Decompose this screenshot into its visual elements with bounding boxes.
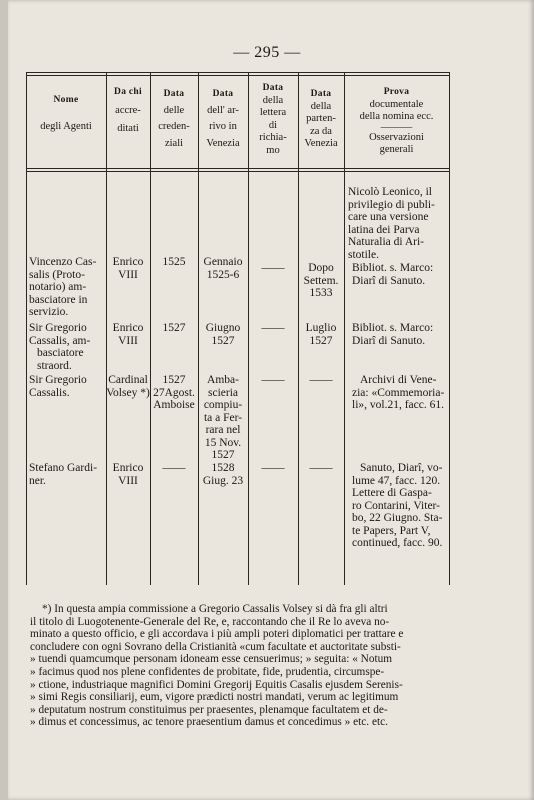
table-cell [298, 322, 344, 347]
cell-line: VIII [118, 268, 138, 281]
header-line: lettera [259, 107, 287, 118]
table-cell [106, 256, 150, 281]
cell-line: Dopo [308, 262, 334, 274]
cell-line: Enrico [112, 462, 144, 474]
cell-line: straord. [37, 359, 72, 372]
header-line: richia- [259, 132, 287, 143]
header-line: Prova [383, 87, 410, 97]
header-line: Data [262, 83, 284, 93]
table-cell: —— [261, 262, 285, 274]
table-cell [298, 262, 344, 300]
header-line: documentale [369, 98, 424, 110]
table-cell [150, 374, 198, 412]
header-line: Nome [53, 95, 79, 105]
header-agents [26, 94, 106, 133]
cell-line: Cassalis. [29, 386, 70, 399]
cell-line: Amboise [153, 399, 195, 411]
header-arrival-date [198, 88, 248, 150]
table-cell [106, 374, 150, 399]
cell-line: 1527 [211, 449, 235, 461]
footnote-line: minato a questo officio, e gli accordava i più ampli poteri diplomatici per trattare e [30, 628, 404, 641]
table-row [29, 462, 105, 487]
table-top-rule-inner [26, 75, 450, 76]
header-bottom-rule-inner [26, 171, 450, 172]
footnote-line: » simi Regis consiliarij, eum, vigore prædicti nostri mandati, verum ac legitimum [30, 691, 399, 704]
header-line: degli Agenti [40, 120, 92, 132]
header-evidence [344, 86, 449, 157]
header-line: di [268, 119, 278, 131]
header-line: generali [379, 144, 414, 155]
footnote [30, 603, 444, 729]
header-line: Da chi [114, 87, 142, 97]
cell-line: Luglio [305, 322, 337, 334]
footnote-line: » dimus et concessimus, ac tenore praesentium damus et concedimus » etc. etc. [30, 716, 388, 729]
header-line: creden- [158, 121, 190, 132]
cell-line: zia: «Commemoria- [352, 386, 445, 399]
cell-line: te Papers, Part V, [352, 524, 431, 537]
header-line: dell' ar- [207, 104, 239, 116]
header-line: Data [212, 89, 234, 99]
column-divider [26, 72, 27, 585]
table-cell [298, 374, 344, 387]
cell-line: notario) am- [29, 281, 87, 293]
header-line: parten- [306, 113, 336, 124]
header-line: della [262, 94, 284, 106]
footnote-line: » tuendi quamcumque personam idoneam esse censuerimus; » seguita: « Notum [30, 653, 393, 666]
cell-line: Cardinal [108, 374, 148, 386]
cell-line: scieria [207, 386, 238, 399]
cell-line: Cassalis, am- [29, 334, 91, 347]
cell-line: Amba- [207, 374, 239, 386]
table-cell [298, 462, 344, 475]
cell-line: 1528 [211, 462, 235, 474]
table-cell [106, 322, 150, 347]
cell-line: rara nel [205, 424, 241, 436]
table-row [29, 322, 105, 372]
cell-line: Settem. [303, 274, 339, 287]
cell-line: Diarî di Sanuto. [352, 334, 426, 347]
header-line: ditati [117, 123, 139, 134]
header-line: Venezia [304, 138, 338, 149]
header-line: accre- [115, 104, 141, 116]
table-cell: —— [261, 374, 285, 386]
cell-line: Bibliot. s. Marco: [352, 262, 434, 274]
cell-line: —— [309, 462, 333, 474]
cell-line: —— [162, 462, 186, 474]
cell-line: basciatore [37, 347, 84, 359]
cell-line: Enrico [112, 256, 144, 268]
cell-line: Gennaio [203, 256, 243, 268]
cell-line: ner. [29, 474, 46, 487]
cell-line: compiu- [203, 399, 243, 411]
header-line: Data [163, 89, 185, 99]
footnote-line: il titolo di Luogotenente-Generale del Re, e, raccontando che il Re lo aveva no- [30, 615, 390, 628]
agents-table [26, 72, 450, 585]
header-bottom-rule [26, 168, 450, 169]
header-credentials-date [150, 88, 198, 150]
column-divider [449, 72, 450, 585]
footnote-line: » ctione, industriaque magnifici Domini Gregorij Equitis Casalis ejusdem Serenis- [30, 678, 403, 691]
cell-line: Diarî di Sanuto. [352, 274, 426, 287]
cell-line: stotile. [348, 248, 379, 261]
cell-line: Stefano Gardi- [29, 462, 98, 474]
header-line: Osservazioni [369, 131, 424, 143]
table-cell [106, 462, 150, 487]
cell-line: 1527 [309, 334, 333, 347]
table-cell [352, 262, 448, 287]
cell-line: 27Agost. [153, 386, 195, 399]
cell-line: li», vol.21, facc. 61. [352, 399, 444, 411]
table-cell: —— [261, 462, 285, 474]
header-line: Data [310, 89, 332, 99]
cell-line: Enrico [112, 322, 144, 334]
header-line: ziali [164, 137, 184, 149]
cell-line: Giug. 23 [202, 474, 244, 487]
page-number: — 295 — [233, 44, 301, 61]
cell-line: 1533 [309, 287, 333, 299]
cell-line: Nicolò Leonico, il [348, 186, 432, 198]
table-cell [198, 322, 248, 347]
cell-line: basciatore in [29, 293, 88, 306]
cell-line: 1525-6 [206, 268, 240, 281]
table-top-rule [26, 72, 450, 73]
cell-line: Sanuto, Diarî, vo- [360, 462, 443, 474]
cell-line: care una versione [348, 211, 429, 223]
cell-line: servizio. [29, 306, 69, 318]
cell-line: 1527 [211, 334, 235, 347]
header-departure-date [298, 88, 344, 151]
cell-line: VIII [118, 334, 138, 347]
cell-line: Archivi di Vene- [360, 374, 437, 386]
cell-line: Lettere di Gaspa- [352, 487, 432, 499]
cell-line: lume 47, facc. 120. [352, 474, 441, 487]
cell-line: Sir Gregorio [29, 322, 87, 334]
table-cell [150, 256, 198, 269]
cell-line: —— [309, 374, 333, 386]
cell-line: salis (Proto- [29, 268, 85, 281]
table-cell [352, 462, 448, 550]
header-line: mo [266, 144, 280, 156]
header-line: ——— [380, 121, 413, 133]
cell-line: Volsey *) [106, 386, 150, 399]
cell-line: 1527 [162, 374, 186, 386]
table-cell [352, 322, 448, 347]
cell-line: 1527 [162, 322, 186, 334]
cell-line: 1525 [162, 256, 186, 268]
table-cell: —— [261, 322, 285, 334]
table-cell [150, 322, 198, 335]
table-cell [198, 374, 248, 462]
cell-line: 15 Nov. [204, 436, 242, 449]
cell-line: Bibliot. s. Marco: [352, 322, 434, 334]
footnote-line: » deputatum nostrum constituimus per praesentes, plenamque facultatem et de- [30, 703, 388, 716]
cell-line: bo, 22 Giugno. Sta- [352, 512, 443, 524]
cell-line: Vincenzo Cas- [29, 256, 97, 268]
cell-line: privilegio di publi- [348, 198, 435, 211]
header-recall-date [248, 82, 298, 157]
table-cell [198, 256, 248, 281]
cell-line: Giugno [205, 322, 241, 334]
header-line: della [310, 100, 332, 112]
header-accredited-by [106, 86, 150, 136]
footnote-line: concludere con ogni Sovrano della Cristianità «cum facultate et auctoritate substi- [30, 640, 401, 653]
table-row [29, 374, 105, 399]
header-line: delle [163, 104, 185, 116]
table-cell [198, 462, 248, 487]
cell-line: Sir Gregorio [29, 374, 87, 386]
header-line: della nomina ecc. [359, 111, 434, 122]
header-line: za da [310, 125, 332, 137]
cell-line: VIII [118, 474, 138, 487]
cell-line: ta a Fer- [203, 411, 243, 424]
table-row [29, 256, 105, 319]
table-row [348, 186, 446, 261]
header-line: rivo in [209, 121, 237, 132]
footnote-line: » facimus quod nos plene confidentes de probitate, fide, prudentia, circumspe- [30, 665, 385, 678]
table-cell [150, 462, 198, 475]
table-cell [352, 374, 448, 412]
cell-line: continued, facc. 90. [352, 537, 443, 549]
cell-line: latina dei Parva [348, 223, 420, 236]
footnote-line: *) In questa ampia commissione a Gregorio Cassalis Volsey si dà fra gli altri [42, 603, 388, 615]
cell-line: Naturalia di Ari- [348, 236, 425, 248]
cell-line: ro Contarini, Viter- [352, 499, 440, 512]
header-line: Venezia [206, 137, 240, 149]
